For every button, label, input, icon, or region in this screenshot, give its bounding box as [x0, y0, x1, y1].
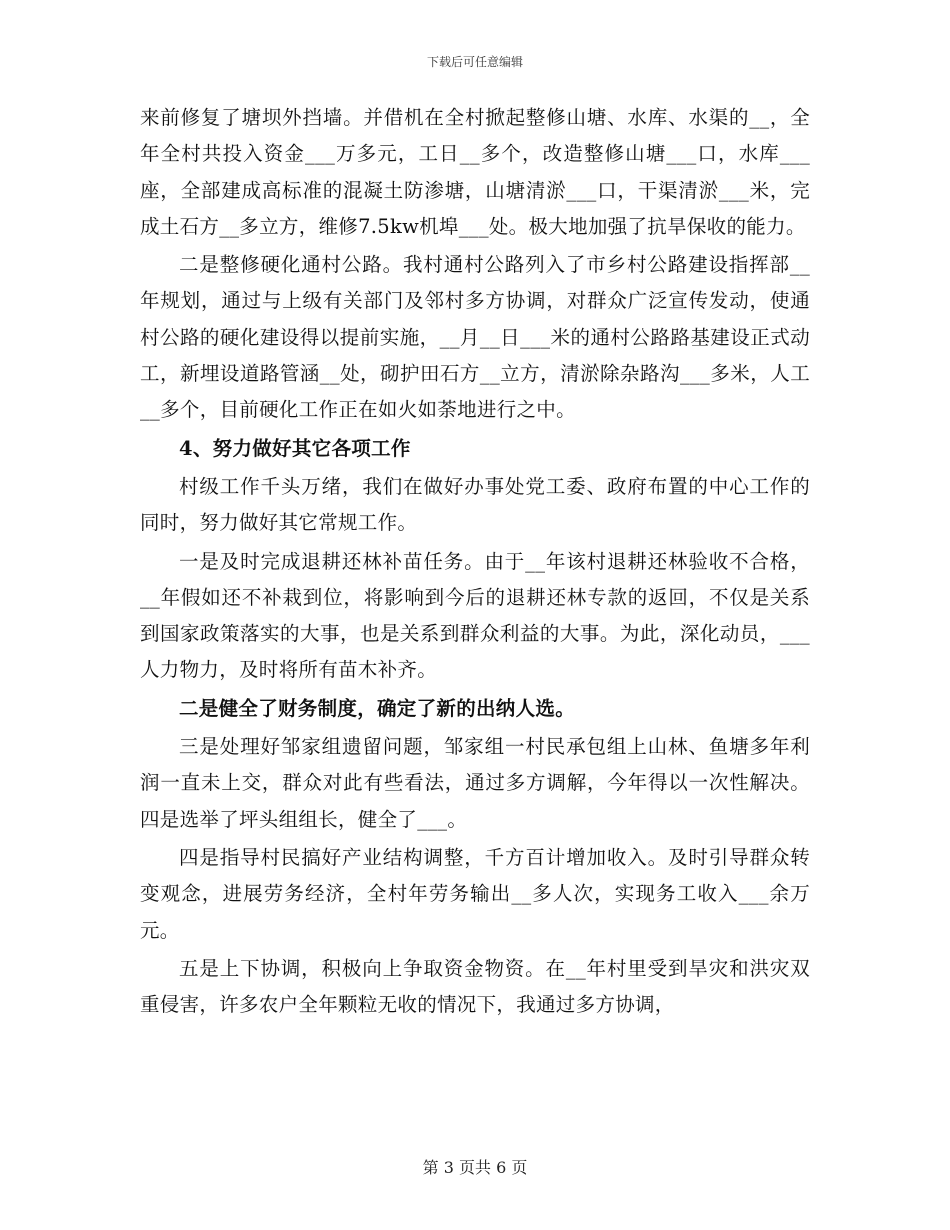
section-heading: 4、努力做好其它各项工作 [179, 436, 411, 460]
page-footer: 第 3 页共 6 页 [422, 1158, 528, 1177]
paragraph: 二是整修硬化通村公路。我村通村公路列入了市乡村公路建设指挥部__年规划，通过与上级有关部门及邻村多方协调，对群众广泛宣传发动，使通村公路的硬化建设得以提前实施，__月__日___米的通村公路路基建设正式动工，新埋设道路管涵__处，砌护田石方__立方，清淤除杂路沟___多米，人工__多个，目前硬化工作正在如火如荼地进行之中。 [140, 253, 810, 422]
paragraph: 村级工作千头万绪，我们在做好办事处党工委、政府布置的中心工作的同时，努力做好其它常规工作。 [140, 474, 810, 535]
paragraph: 一是及时完成退耕还林补苗任务。由于__年该村退耕还林验收不合格，__年假如还不补栽到位，将影响到今后的退耕还林专款的返回，不仅是关系到国家政策落实的大事，也是关系到群众利益的大事。为此，深化动员，___人力物力，及时将所有苗木补齐。 [140, 549, 810, 682]
document-body [140, 100, 810, 1025]
page-header: 下载后可任意编辑 [426, 55, 523, 69]
paragraph: 来前修复了塘坝外挡墙。并借机在全村掀起整修山塘、水库、水渠的__，全年全村共投入资金___万多元，工日__多个，改造整修山塘___口，水库___座，全部建成高标准的混凝土防渗塘，山塘清淤___口，干渠清淤___米，完成土石方__多立方，维修7.5kw机埠___处。极大地加强了抗旱保收的能力。 [140, 106, 810, 238]
paragraph: 四是指导村民搞好产业结构调整，千方百计增加收入。及时引导群众转变观念，进展劳务经济，全村年劳务输出__多人次，实现务工收入___余万元。 [140, 845, 810, 942]
bold-paragraph: 二是健全了财务制度，确定了新的出纳人选。 [179, 696, 576, 720]
paragraph: 五是上下协调，积极向上争取资金物资。在__年村里受到旱灾和洪灾双重侵害，许多农户全年颗粒无收的情况下，我通过多方协调， [140, 956, 810, 1017]
paragraph: 三是处理好邹家组遗留问题，邹家组一村民承包组上山林、鱼塘多年利润一直未上交，群众对此有些看法，通过多方调解，今年得以一次性解决。四是选举了坪头组组长，健全了___。 [140, 735, 810, 831]
